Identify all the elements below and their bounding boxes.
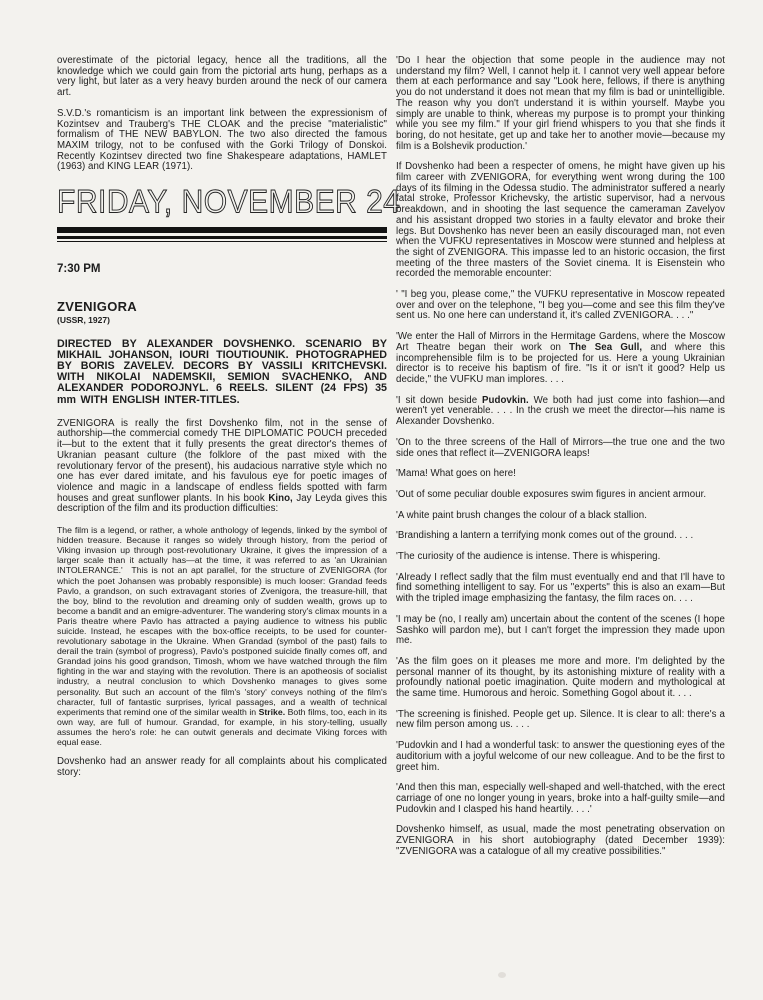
body-paragraph <box>396 56 725 152</box>
body-paragraph <box>396 490 725 501</box>
text-segment: overestimate of the pictorial legacy, hence all the traditions, all the knowledge which we could gain from the pictorial arts hung, perhaps as a very light, but later as a very heavy burden around the neck of our camera art. <box>57 55 387 99</box>
text-segment: If Dovshenko had been a respecter of omens, he might have given up his film career with ZVENIGORA, for everything went wrong during the 100 days of its filming in the Odessa studio. The administrator suffered a nearly fatal stroke, Professor Krichevsky, the artistic supervisor, had a nervous breakdown, and in shooting the last sequence the cameraman Zavelyov and his assistant dropped two stories in a faulty elevator and broke their legs. But Dovshenko has never been an easily discouraged man, not even when the VUFKU representatives in Moscow were stunned and helpless at the sight of ZVENIGORA. This impasse led to an historic occasion, the first meeting of the three masters of the Soviet cinema. It is Eisenstein who recorded the memorable encounter: <box>396 161 725 280</box>
quote-paragraph <box>57 525 387 747</box>
body-paragraph <box>57 419 387 515</box>
body-paragraph <box>396 531 725 542</box>
text-segment: The film is a legend, or rather, a whole anthology of legends, linked by the symbol of hidden treasure. Because it ranges so widely through history, from the period of Viking invasion up through post-revolutionary Ukraine, it gives the impression of a larger scale than it actually has—at the time, it was referred to as 'an Ukrainian INTOLERANCE.' This is not an apt parallel, for the structure of ZVENIGORA (for which the poet Johansen was probably responsible) is much looser: Grandad feeds Pavlo, a grandson, on such extravagant stories of Zvenigora, the treasure-hill, that the boy, blind to the revolution and dreaming only of sudden wealth, grows up to become a bandit and an emigre-adventurer. The wandering story's climax mounts in a Paris theatre where Pavlo has attracted a paying audience to witness his public suicide. Instead, he escapes with the box-office receipts, to be used for counter-revolutionary sabotage in the Ukraine. When Grandad (symbol of the past) fails to derail the train (symbol of progress), Pavlo's postponed suicide finally comes off, and Grandad joins his good grandson, Timosh, whom we have watched through the film fighting in the war and staying with the revolution. There is an apotheosis of socialist industry, a neutral conclusion to which Dovshenko manages to gives some personality. But such an account of the film's 'story' conveys nothing of the film's character, full of fantastic surprises, lyrical passages, and a wealth of technical experiments that remind one of the similar wealth in <box>57 525 387 717</box>
text-segment: Jay Leyda gives this description of the film and its production difficulties: <box>57 492 387 515</box>
text-segment: 'The curiosity of the audience is intense. There is whispering. <box>396 551 661 563</box>
film-title-block <box>57 299 387 325</box>
body-paragraph <box>396 511 725 522</box>
text-segment: Both films, too, each in its own way, are full of humour. Grandad, for example, in his story-telling, usually assumes the hero's role: he can outwit generals and decimate Viking forces with equal ease. <box>57 706 388 748</box>
body-paragraph <box>396 657 725 700</box>
emphasis-text: Kino, <box>268 492 293 504</box>
film-credits: DIRECTED BY ALEXANDER DOVSHENKO. SCENARIO BY MIKHAIL JOHANSON, IOURI TIOUTIOUNIK. PHOTOGRAPHED BY BORIS ZAVELEV. DECORS BY VASSILI KRITCHEVSKI. WITH NIKOLAI NADEMSKII, SEMION SVACHENKO, AND ALEXANDER PODOROJNYL. 6 REELS. SILENT (24 FPS) 35 mm WITH ENGLISH INTER-TITLES. <box>57 337 387 406</box>
body-paragraph <box>396 438 725 459</box>
body-paragraph <box>396 332 725 386</box>
body-paragraph <box>396 290 725 322</box>
emphasis-text: Strike. <box>258 706 286 717</box>
body-paragraph <box>396 573 725 605</box>
text-segment: We both had just come into fashion—and weren't yet venerable. . . . In the crush we meet the director—his name is Alexander Dovshenko. <box>396 394 725 428</box>
text-segment: 'I may be (no, I really am) uncertain about the content of the scenes (I hope Sashko will pardon me), but I can't forget the impression they made upon me. <box>396 613 725 647</box>
text-segment: 'The screening is finished. People get up. Silence. It is clear to all: there's a new film person among us. . . . <box>396 708 725 731</box>
body-paragraph <box>57 757 387 778</box>
text-segment: Dovshenko had an answer ready for all complaints about his complicated story: <box>57 756 387 778</box>
rule-thin <box>57 241 387 242</box>
date-heading: FRIDAY, NOVEMBER 24 <box>57 184 401 221</box>
body-paragraph <box>396 552 725 563</box>
text-segment: ' "I beg you, please come," the VUFKU representative in Moscow repeated over and over on the telephone, "I beg you—come and see this film they've sent us. No one here can understand it, it's called ZVENIGORA. . . ." <box>396 289 725 322</box>
left-column <box>57 55 401 1000</box>
body-paragraph <box>396 710 725 731</box>
text-segment: S.V.D.'s romanticism is an important link between the expressionism of Kozintsev and Trauberg's THE CLOAK and the precise "materialistic" formalism of THE NEW BABYLON. The two also directed the famous MAXIM trilogy, not to be confused with the Gorki Trilogy of Donskoi. Recently Kozintsev directed two fine Shakespeare adaptations, HAMLET (1963) and KING LEAR (1971). <box>57 107 387 173</box>
text-segment: 'Brandishing a lantern a terrifying monk comes out of the ground. . . . <box>396 530 694 542</box>
emphasis-text: Pudovkin. <box>482 394 529 406</box>
text-segment: 'Already I reflect sadly that the film must eventually end and that I'll have to find something intelligent to say. For us "experts" this is also an exam—But with the tripled image emphasizing the fantasy, the film races on. . . . <box>396 571 725 605</box>
text-segment: 'I sit down beside <box>396 394 482 406</box>
print-smudge <box>498 972 506 978</box>
film-title: ZVENIGORA <box>57 298 137 314</box>
text-segment: 'On to the three screens of the Hall of Mirrors—the true one and the two side ones that reflect it—ZVENIGORA leaps! <box>396 436 725 459</box>
text-segment: 'Out of some peculiar double exposures swim figures in ancient armour. <box>396 488 707 500</box>
body-paragraph <box>396 783 725 815</box>
showtime: 7:30 PM <box>57 262 101 275</box>
text-segment: Dovshenko himself, as usual, made the most penetrating observation on ZVENIGORA in his short autobiography (dated December 1939): "ZVENIGORA was a catalogue of all my creative possibilities." <box>396 824 725 857</box>
body-paragraph <box>396 162 725 280</box>
body-paragraph <box>396 741 725 773</box>
text-segment: ZVENIGORA is really the first Dovshenko film, not in the sense of authorship—the commercial comedy THE DIPLOMATIC POUCH preceded it—but to the extent that it fully presents the great director's themes of Ukranian peasant culture (the folklore of the past mixed with the revolutionary fervor of the present), his audacious narrative style which no one has ever dared imitate, and his favulous eye for poetic images of violence and magic in a landscape of endless fields spotted with farm houses and great sunflower plants. In his book <box>57 417 387 504</box>
body-paragraph <box>396 825 725 857</box>
text-segment: 'We enter the Hall of Mirrors in the Hermitage Gardens, where the Moscow Art Theatre began their work on <box>396 331 725 353</box>
rule-medium <box>57 236 387 239</box>
text-segment: 'Do I hear the objection that some people in the audience may not understand my film? Well, I cannot help it. I cannot very well appear before them at each performance and say "Look here, fellows, if there is anything you do not understand it does not mean that my film is bad or unintelligible. The reason why you don't understand it is within yourself. Maybe you simply are unable to think, whereas my purpose is to prompt your thinking while you see my film." If your girl friend whispers to you that she finds it boring, do not hesitate, get up and take her to another movie—because my film is a Bolshevik production.' <box>396 55 725 152</box>
text-segment: 'Mama! What goes on here! <box>396 468 516 480</box>
text-segment: 'Pudovkin and I had a wonderful task: to answer the questioning eyes of the auditorium with a joyful welcome of our new colleague. And to be the first to greet him. <box>396 740 725 773</box>
text-segment: 'And then this man, especially well-shaped and well-thatched, with the erect carriage of one no longer young in years, broke into a half-guilty smile—and Pudovkin and I clasped his hand heartily. . . .' <box>396 782 725 815</box>
body-paragraph <box>57 56 387 99</box>
divider-rules <box>57 227 387 242</box>
rule-thick <box>57 227 387 233</box>
body-paragraph <box>396 469 725 480</box>
text-segment: 'A white paint brush changes the colour of a black stallion. <box>396 509 647 521</box>
body-paragraph <box>57 109 387 173</box>
body-paragraph <box>396 615 725 647</box>
body-paragraph <box>396 396 725 428</box>
film-origin: (USSR, 1927) <box>57 314 110 325</box>
right-column <box>396 56 725 1000</box>
emphasis-text: The Sea Gull, <box>569 341 643 353</box>
text-segment: and where this incomprehensible film is to be projected for us. Here a young Ukrainian director is to receive his baptism of fire. "Is it or isn't it good? Help us decide," the VUFKU man implores. . . . <box>396 341 725 385</box>
text-segment: 'As the film goes on it pleases me more and more. I'm delighted by the personal manner of its thought, by its astonishing mixture of reality with a profoundly national poetic imagination. Quite modern and mythological at the same time. Humorous and heroic. Something Gogol about it. . . . <box>396 655 725 700</box>
